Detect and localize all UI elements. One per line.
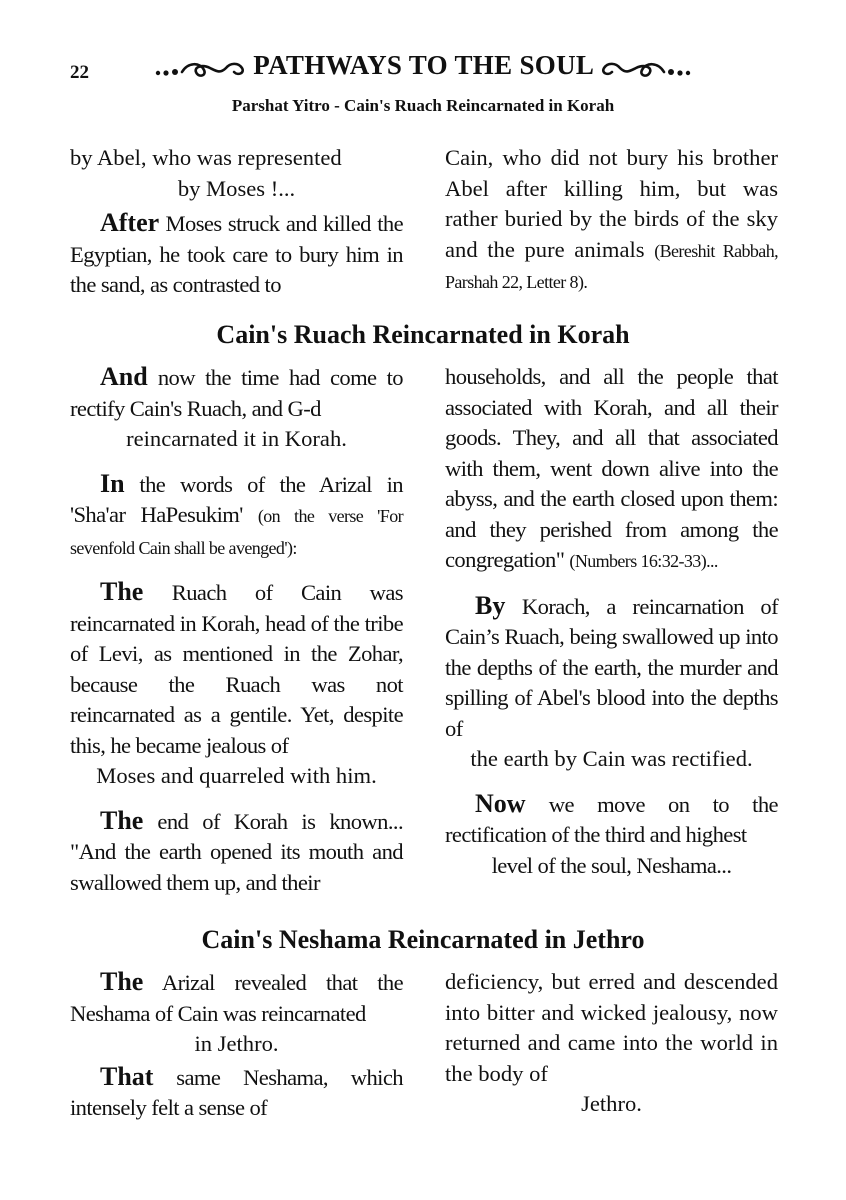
section2-right-column: [445, 967, 778, 1120]
running-header: [0, 50, 846, 90]
paragraph: That same Neshama, which intensely felt a sense of: [70, 1061, 403, 1120]
section-heading: Cain's Ruach Reincarnated in Korah: [216, 320, 630, 349]
paragraph-end: reincarnated it in Korah.: [126, 426, 347, 451]
paragraph: by Abel, who was represented: [70, 145, 342, 170]
paragraph: deficiency, but erred and descended into bitter and wicked jealousy, now returned and came into the world in the body of: [445, 969, 778, 1086]
paragraph: Cain, who did not bury his brother Abel after killing him, but was rather buried by the birds of the sky and the pure animals (Bereshit Rabbah, Parshah 22, Letter 8).: [445, 145, 778, 292]
ornament-right-icon: [600, 56, 692, 80]
ornament-left-icon: [154, 56, 246, 80]
paragraph: In the words of the Arizal in 'Sha'ar HaPesukim' (on the verse 'For sevenfold Cain shall be avenged'):: [70, 468, 403, 558]
paragraph: The Ruach of Cain was reincarnated in Korah, head of the tribe of Levi, as mentioned in the Zohar, because the Ruach was not reincarnated as a gentile. Yet, despite this, he became jealous of: [70, 577, 403, 758]
section2-left-column: [70, 967, 403, 1124]
section1-right-column: [445, 362, 778, 881]
page-number: 22: [70, 62, 89, 83]
top-left-column: [70, 143, 403, 301]
paragraph: Now we move on to the rectification of the third and highest: [445, 788, 778, 847]
book-title: PATHWAYS TO THE SOUL: [253, 50, 593, 80]
top-right-column: [445, 143, 778, 298]
section-heading: Cain's Neshama Reincarnated in Jethro: [201, 925, 645, 954]
paragraph: The end of Korah is known... "And the earth opened its mouth and swallowed them up, and their: [70, 805, 403, 895]
paragraph: After Moses struck and killed the Egyptian, he took care to bury him in the sand, as contrasted to: [70, 208, 403, 297]
paragraph-end: level of the soul, Neshama...: [491, 852, 732, 878]
paragraph: The Arizal revealed that the Neshama of Cain was reincarnated: [70, 967, 403, 1026]
paragraph-end: in Jethro.: [194, 1031, 279, 1056]
paragraph-end: by Moses !...: [177, 175, 296, 201]
chapter-subtitle: Parshat Yitro - Cain's Ruach Reincarnated in Korah: [231, 96, 615, 115]
section1-left-column: [70, 362, 403, 898]
paragraph-end: the earth by Cain was rectified.: [470, 746, 753, 771]
paragraph-end: Jethro.: [581, 1091, 642, 1116]
running-title: [0, 50, 846, 81]
paragraph: By Korach, a reincarnation of Cain’s Ruach, being swallowed up into the depths of the earth, the murder and spilling of Abel's blood into the depths of: [445, 590, 778, 741]
paragraph-end: Moses and quarreled with him.: [96, 763, 377, 788]
paragraph: households, and all the people that associated with Korah, and all their goods. They, and all that associated with them, went down alive into the abyss, and the earth closed upon them: and they perished from among the congregation" (Numbers 16:32-33)...: [445, 364, 778, 572]
paragraph: And now the time had come to rectify Cain's Ruach, and G-d: [70, 362, 403, 421]
